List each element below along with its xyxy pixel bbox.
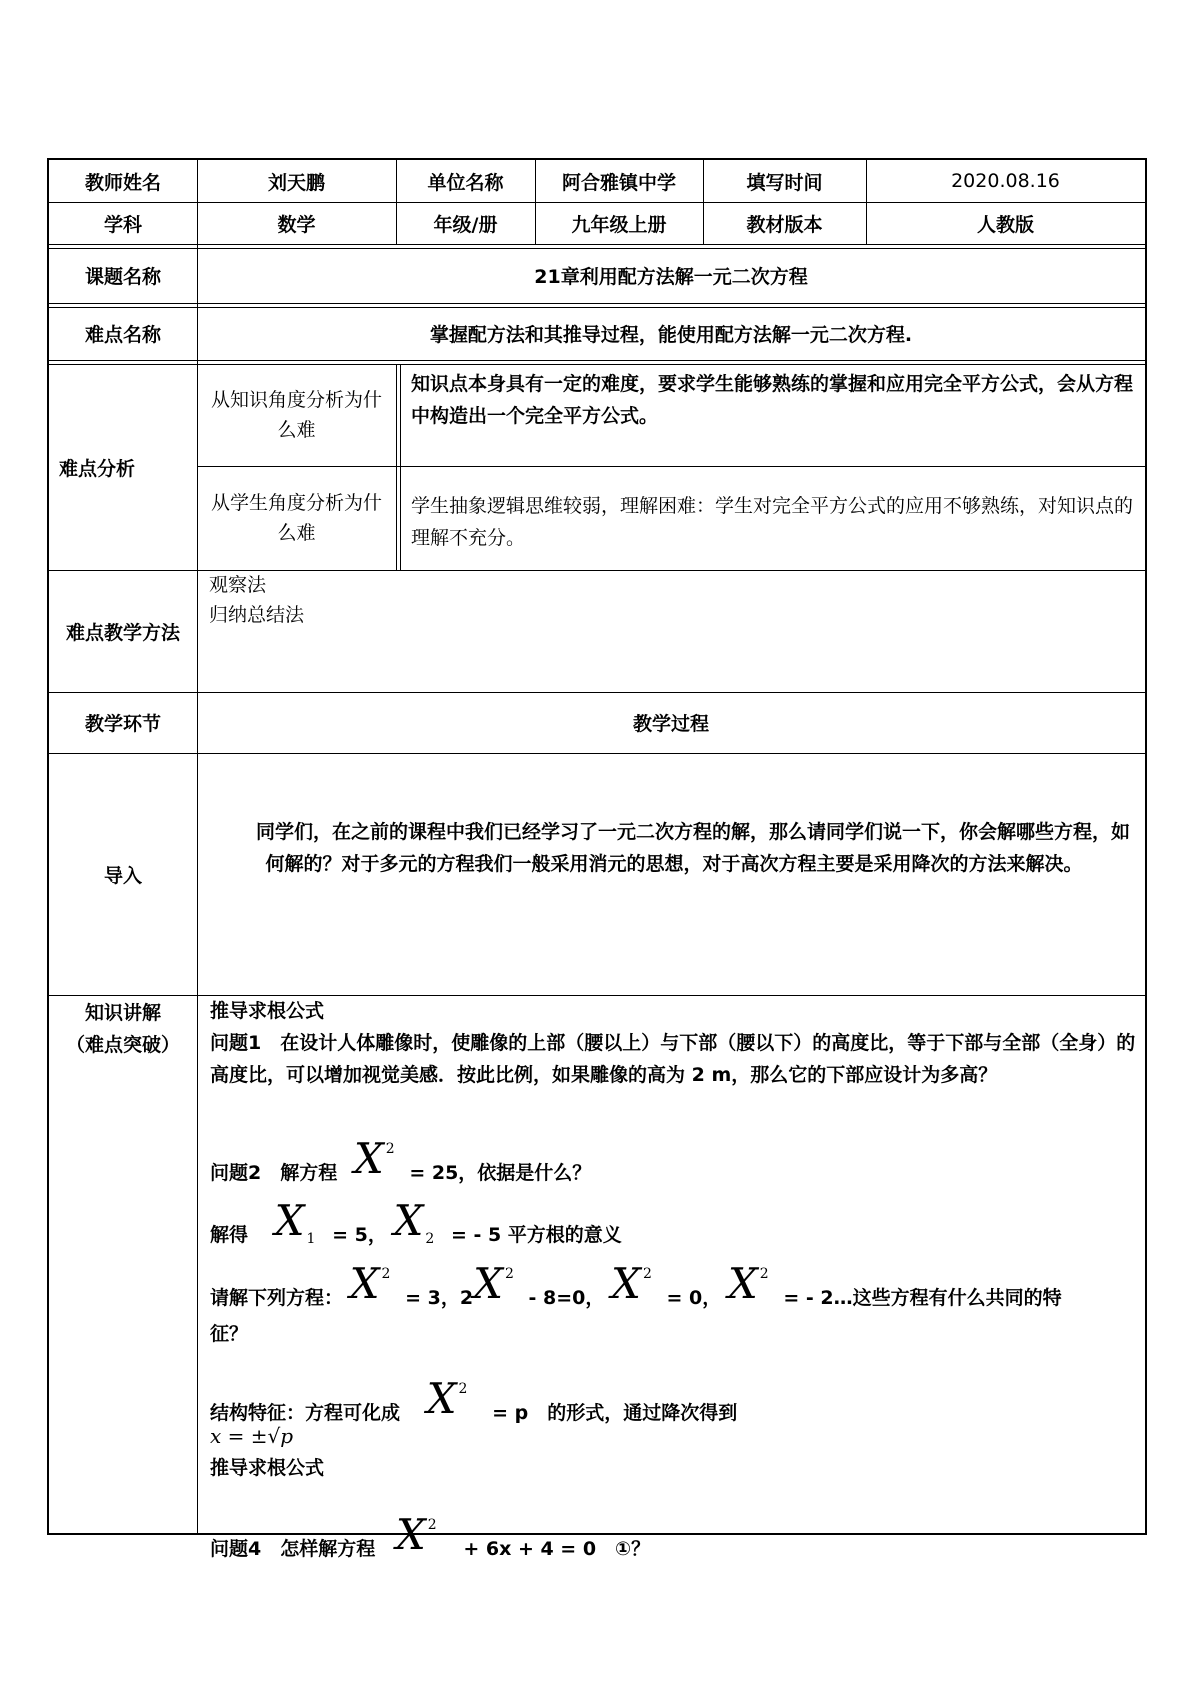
- difficulty-value: 掌握配方法和其推导过程，能使用配方法解一元二次方程.: [429, 324, 913, 346]
- unit-label: 单位名称: [427, 171, 504, 194]
- col-divider: [400, 364, 401, 570]
- knowledge-angle-label: 从知识角度分析为什么难: [211, 389, 383, 441]
- process-header-value: 教学过程: [632, 713, 709, 735]
- subscript: 1: [306, 1231, 316, 1247]
- subject-value: 数学: [277, 213, 316, 236]
- method-item: 观察法: [209, 574, 267, 596]
- date-label: 填写时间: [746, 171, 823, 194]
- root-formula: x = ±√p: [210, 1424, 294, 1448]
- variable-x: X: [274, 1196, 305, 1245]
- process-step-label: 教学环节: [84, 713, 161, 735]
- analysis-label: 难点分析: [59, 457, 136, 480]
- exponent: 2: [759, 1266, 769, 1282]
- exponent: 2: [504, 1266, 514, 1282]
- subscript: 2: [425, 1231, 435, 1247]
- exponent: 2: [642, 1266, 652, 1282]
- lecture-heading-2: 推导求根公式: [210, 1457, 325, 1479]
- student-angle-label: 从学生角度分析为什么难: [211, 492, 383, 544]
- exponent: 2: [427, 1517, 437, 1533]
- unit-value: 阿合雅镇中学: [561, 171, 676, 194]
- row-divider: [49, 753, 1145, 754]
- student-angle-text: 学生抽象逻辑思维较弱，理解困难：学生对完全平方公式的应用不够熟练，对知识点的理解不充分。: [411, 495, 1134, 549]
- variable-x: X: [727, 1259, 758, 1308]
- variable-x: X: [473, 1259, 503, 1308]
- structure-feature: 结构特征：方程可化成 X $^2$ = p 的形式，通过降次得到: [210, 1374, 738, 1424]
- exercise-tail: 征？: [210, 1323, 249, 1345]
- edition-value: 人教版: [976, 213, 1034, 236]
- lecture-label-line2: （难点突破）: [65, 1034, 180, 1056]
- exponent: 2: [381, 1266, 391, 1282]
- edition-label: 教材版本: [746, 213, 823, 236]
- date-value: 2020.08.16: [951, 170, 1060, 192]
- difficulty-label: 难点名称: [84, 324, 161, 346]
- knowledge-angle-text: 知识点本身具有一定的难度，要求学生能够熟练的掌握和应用完全平方公式，会从方程中构造出一个完全平方公式。: [411, 373, 1134, 427]
- question-1: 问题1 在设计人体雕像时，使雕像的上部（腰以上）与下部（腰以下）的高度比，等于下部与全部（全身）的高度比，可以增加视觉美感．按此比例，如果雕像的高为 2 m，那么它的下部应设计为多高？: [210, 1032, 1136, 1086]
- variable-x: X: [349, 1259, 380, 1308]
- methods-label: 难点教学方法: [65, 621, 180, 644]
- row-divider: [49, 244, 1145, 245]
- topic-value: 21章利用配方法解一元二次方程: [534, 266, 808, 288]
- row-divider: [49, 303, 1145, 304]
- exercise-line: 请解下列方程： X $^2$ = 3，2X $^2$ - 8=0， X $^2$ = 0， X $^2$ = - 2…这些方程有什么共同的特: [210, 1259, 1062, 1309]
- variable-x: X: [353, 1134, 384, 1183]
- variable-x: X: [426, 1374, 457, 1423]
- question-4: 问题4 怎样解方程 X $^2$ + 6x + 4 = 0 ①？: [210, 1510, 651, 1560]
- variable-x: X: [395, 1510, 426, 1559]
- subject-label: 学科: [103, 213, 142, 236]
- exponent: 2: [458, 1381, 468, 1397]
- variable-x: X: [611, 1259, 641, 1308]
- exponent: 2: [385, 1141, 395, 1157]
- question-2: 问题2 解方程 X $^2$ = 25，依据是什么？: [210, 1134, 592, 1184]
- lecture-heading: 推导求根公式: [210, 1000, 325, 1022]
- method-item: 归纳总结法: [209, 604, 305, 626]
- grade-value: 九年级上册: [571, 213, 667, 236]
- teacher-name-value: 刘天鹏: [267, 171, 325, 194]
- col-divider: [396, 364, 397, 570]
- intro-text: 同学们，在之前的课程中我们已经学习了一元二次方程的解，那么请同学们说一下，你会解哪些方程，如何解的？对于多元的方程我们一般采用消元的思想，对于高次方程主要是采用降次的方法来解决。: [255, 821, 1130, 875]
- topic-label: 课题名称: [84, 266, 161, 288]
- solution-line: 解得 X 1 = 5， X 2 = - 5 平方根的意义: [210, 1196, 622, 1247]
- teacher-name-label: 教师姓名: [84, 171, 161, 194]
- intro-label: 导入: [103, 864, 142, 887]
- grade-label: 年级/册: [433, 213, 498, 236]
- row-divider: [49, 360, 1145, 361]
- lecture-label-line1: 知识讲解: [84, 1002, 161, 1024]
- variable-x: X: [393, 1196, 424, 1245]
